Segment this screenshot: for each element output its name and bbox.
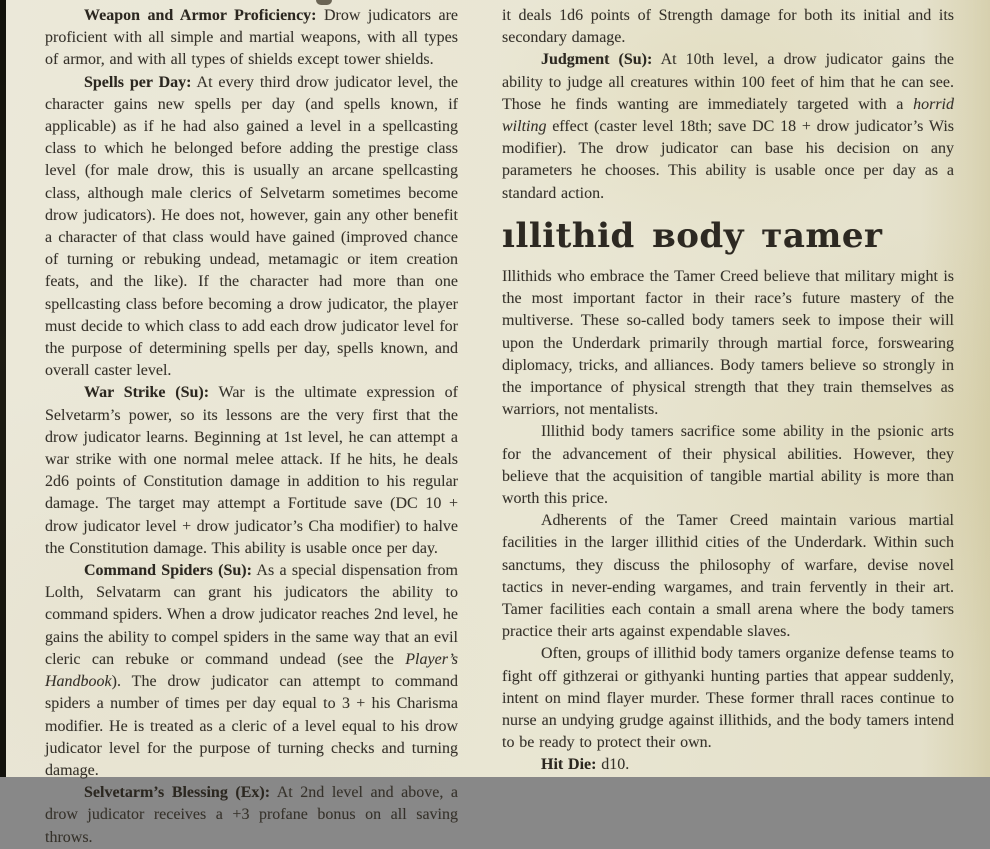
para-defense-teams bbox=[502, 643, 954, 754]
para-strength-damage-continuation bbox=[502, 5, 954, 49]
two-column-layout bbox=[6, 0, 954, 849]
para-text: At 2nd level and above, a drow judicator receives a +3 profane bonus on all saving throws. bbox=[45, 784, 458, 846]
para-text: d10. bbox=[596, 756, 630, 774]
left-column bbox=[45, 5, 458, 849]
para-text: Adherents of the Tamer Creed maintain various martial facilities in the larger illithid cities of the Underdark. Within such sanctums, they discuss the philosophy of warfare, devise novel tactics in never-ending wargames, and train fervently in their art. Tamer facilities each contain a small arena where the body tamers practice their arts against expendable slaves. bbox=[502, 512, 954, 641]
para-text: Drow judicators are proficient with all simple and martial weapons, with all types of armor, and with all types of shields except tower shields. bbox=[45, 7, 458, 69]
para-text: it deals 1d6 points of Strength damage for both its initial and its secondary damage. bbox=[502, 7, 954, 47]
para-martial-facilities bbox=[502, 510, 954, 643]
italic-horrid-wilting: horrid wilting bbox=[502, 95, 954, 136]
para-lead: Command Spiders (Su): bbox=[84, 562, 252, 580]
para-text: As a special dispensation from Lolth, Selvatarm can grant his judicators the ability to command spiders. When a drow judicator reaches 2nd level, he gains the ability to compel spiders in the same way that an evil cleric can rebuke or command undead (see the bbox=[45, 562, 458, 668]
para-text: At 10th level, a drow judicator gains the ability to judge all creatures within 100 feet of him that he can see. Those he finds wanting are immediately targeted with a bbox=[502, 51, 954, 113]
para-war-strike bbox=[45, 382, 458, 560]
para-command-spiders bbox=[45, 560, 458, 782]
italic-players-handbook: Player’s Handbook bbox=[45, 650, 458, 691]
para-psionic-sacrifice bbox=[502, 421, 954, 510]
para-judgment bbox=[502, 49, 954, 204]
para-text: Often, groups of illithid body tamers organize defense teams to fight off githzerai or githyanki hunting parties that appear suddenly, intent on mind flayer murder. These former thrall races continue to nurse an undying grudge against illithids, and the body tamers intend to be ready to protect their own. bbox=[502, 645, 954, 752]
para-text: effect (caster level 18th; save DC 18 + drow judicator’s Wis modifier). The drow judicator can base his decision on any parameters he chooses. This ability is usable once per day as a standard action. bbox=[502, 118, 954, 202]
para-lead: War Strike (Su): bbox=[84, 384, 210, 402]
para-lead: Selvetarm’s Blessing (Ex): bbox=[84, 784, 271, 802]
para-hit-die bbox=[502, 754, 954, 776]
para-lead: Hit Die: bbox=[541, 756, 597, 774]
para-lead: Judgment (Su): bbox=[541, 51, 653, 69]
para-text: Illithid body tamers sacrifice some ability in the psionic arts for the advancement of their physical abilities. However, they believe that the acquisition of tangible martial ability is more than worth this price. bbox=[502, 423, 954, 507]
para-weapon-armor-proficiency bbox=[45, 5, 458, 72]
para-spells-per-day bbox=[45, 72, 458, 383]
para-tamer-creed-intro bbox=[502, 266, 954, 421]
para-text: War is the ultimate expression of Selvetarm’s power, so its lessons are the very first that the drow judicator learns. Beginning at 1st level, he can attempt a war strike with one normal melee attack. If he hits, he deals 2d6 points of Constitution damage in addition to his regular damage. The target may attempt a Fortitude save (DC 10 + drow judicator level + drow judicator’s Cha modifier) to halve the Constitution damage. This ability is usable once per day. bbox=[45, 384, 458, 557]
para-selvetarms-blessing bbox=[45, 782, 458, 849]
para-text: ). The drow judicator can attempt to command spiders a number of times per day equal to 3 + his Charisma modifier. He is treated as a cleric of a level equal to his drow judicator level for the purpose of turning checks and turning damage. bbox=[45, 673, 458, 779]
para-text: Illithids who embrace the Tamer Creed believe that military might is the most important factor in their race’s future mastery of the multiverse. These so-called body tamers seek to impose their will upon the Underdark primarily through martial force, forswearing diplomacy, tricks, and alliances. Body tamers believe so strongly in the importance of physical strength that they train themselves as warriors, not mentalists. bbox=[502, 267, 954, 419]
right-column bbox=[502, 5, 954, 849]
para-lead: Spells per Day: bbox=[84, 73, 192, 91]
para-lead: Weapon and Armor Proficiency: bbox=[84, 7, 317, 24]
para-text: At every third drow judicator level, the character gains new spells per day (and spells known, if applicable) as if he had also gained a level in a spellcasting class to which he belonged before adding the prestige class level (for male drow, this is usually an arcane spellcasting class, although male clerics of Selvetarm sometimes become drow judicators). He does not, however, gain any other benefit a character of that class would have gained (improved chance of turning or rebuking undead, metamagic or item creation feats, and the like). If the character had more than one spellcasting class before becoming a drow judicator, the player must decide to which class to add each drow judicator level for the purpose of determining spells per day, spells known, and overall caster level. bbox=[45, 73, 459, 380]
section-heading-illithid-body-tamer: ıllithid ʙody ᴛamer bbox=[502, 215, 883, 256]
